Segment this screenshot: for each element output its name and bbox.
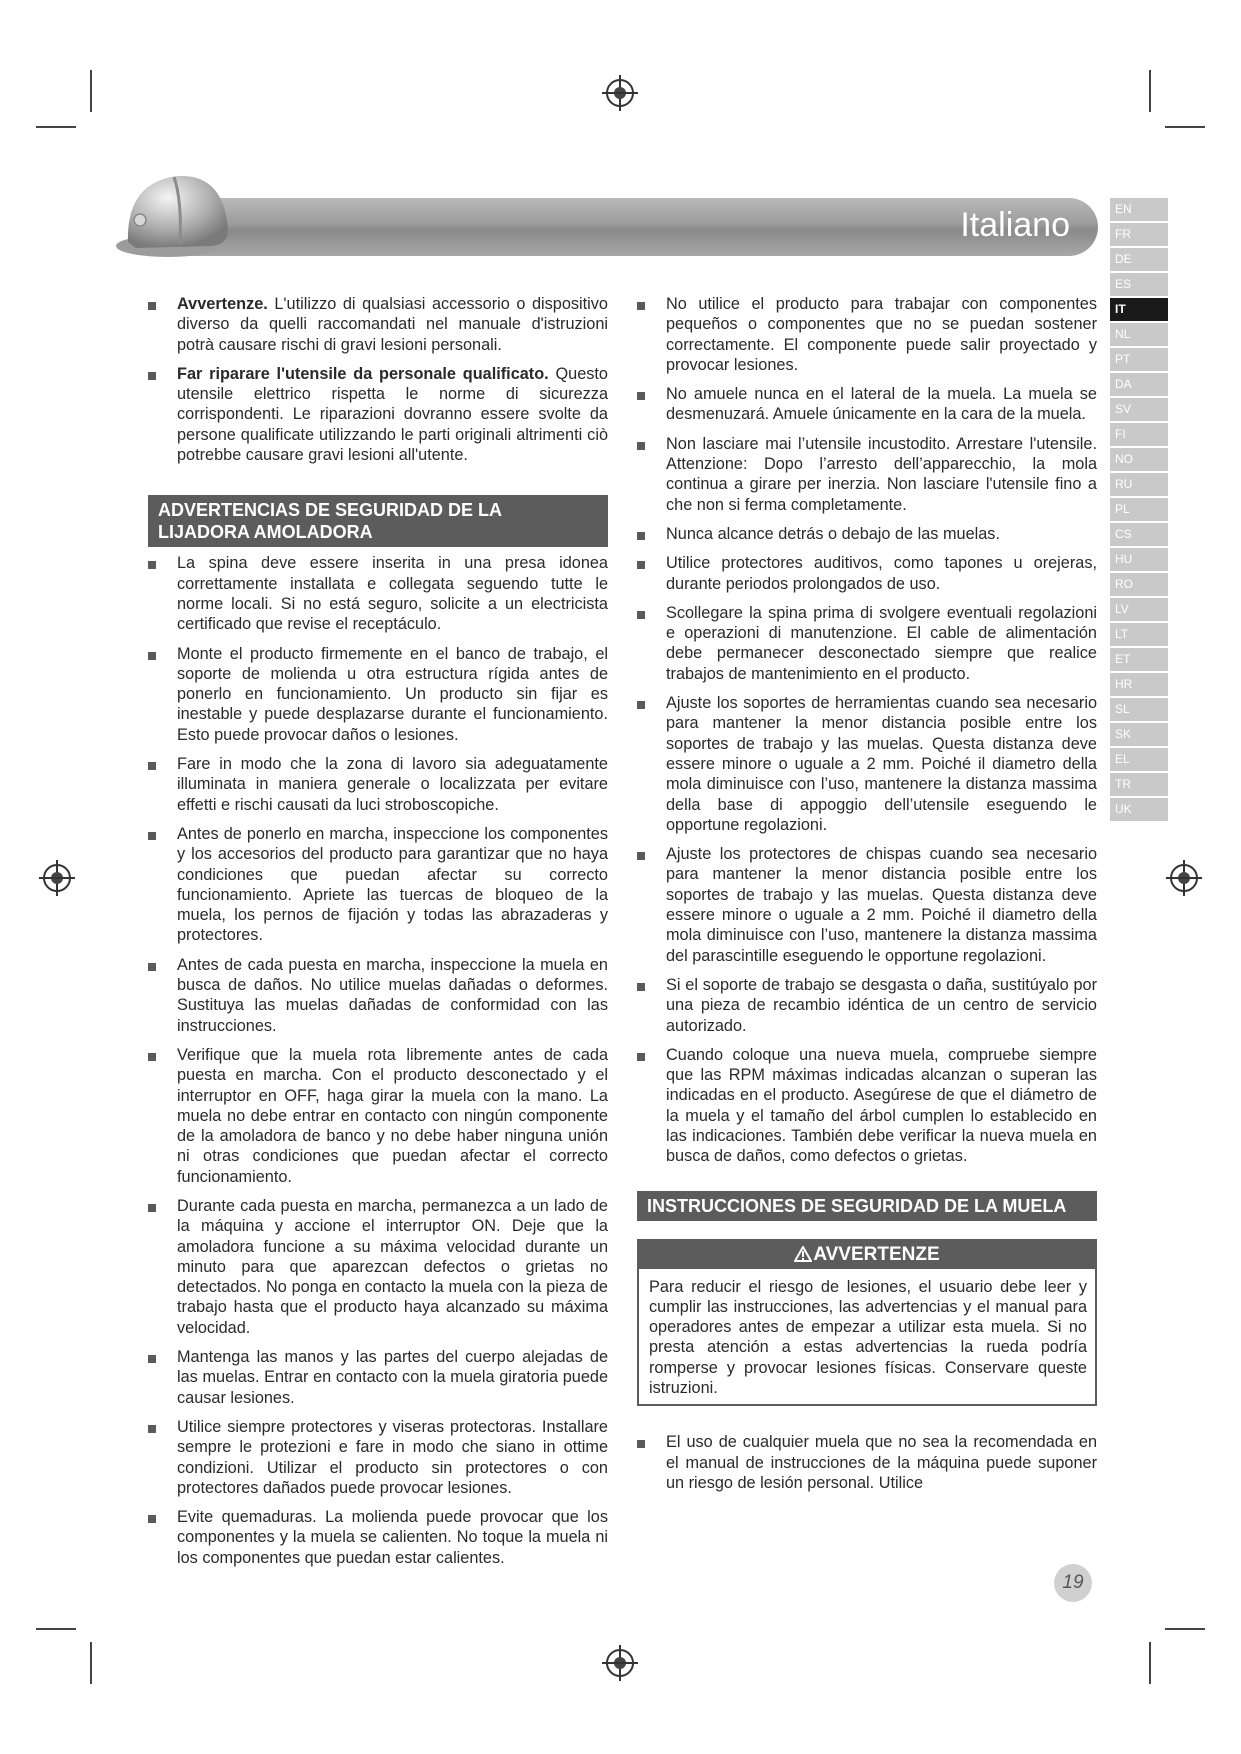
registration-mark-icon — [1170, 864, 1198, 892]
lang-tab-pl[interactable]: PL — [1110, 498, 1168, 521]
lang-tab-hr[interactable]: HR — [1110, 673, 1168, 696]
list-item: Cuando coloque una nueva muela, compruebe siempre que las RPM máximas indicadas alcanzan o superan las indicadas en el producto. Asegúrese de que el diámetro de la muela y el tamaño del árbol cumplen lo establecido en las indicaciones. También debe verificar la nueva muela en busca de daños, como defectos o grietas. — [637, 1045, 1097, 1167]
list-item: Monte el producto firmemente en el banco de trabajo, el soporte de molienda u otra estructura rígida antes de ponerlo en funcionamiento. Un producto sin fijar es inestable y puede desplazarse durante el funcionamiento. Esto puede provocar daños o lesiones. — [148, 644, 608, 745]
list-item: Nunca alcance detrás o debajo de las muelas. — [637, 524, 1097, 544]
warning-text: Para reducir el riesgo de lesiones, el usuario debe leer y cumplir las instrucciones, las advertencias y el manual para operadores antes de empezar a utilizar esta muela. Si no presta atención a estas advertencias la rueda podría romperse y provocar lesiones físicas. Conservare queste istruzioni. — [649, 1277, 1087, 1398]
item-text: Questo utensile elettrico rispetta le norme di sicurezza corrispondenti. Le riparazioni dovranno essere svolte da persone qualificate utilizzando le parti originali altrimenti ciò potrebbe causare gravi lesioni all'utente. — [177, 364, 608, 465]
lang-tab-sl[interactable]: SL — [1110, 698, 1168, 721]
list-item — [148, 364, 608, 465]
helmet-icon — [116, 160, 236, 260]
intro-list — [148, 294, 608, 465]
list-item: No utilice el producto para trabajar con componentes pequeños o componentes que no se puedan sostener correctamente. El componente puede salir proyectado y provocar lesiones. — [637, 294, 1097, 375]
list-item: Ajuste los soportes de herramientas cuando sea necesario para mantener la menor distancia posible entre los soportes de trabajo y las muelas. Questa distanza deve essere minore o uguale a 2 mm. Poiché il diametro della mola diminuisce con l’uso, mantenere la distanza massima della base di appoggio dell’utensile eseguendo le opportune regolazioni. — [637, 693, 1097, 835]
warning-triangle-icon — [794, 1246, 812, 1262]
lang-tab-hu[interactable]: HU — [1110, 548, 1168, 571]
item-bold-lead: Far riparare l'utensile da personale qualificato. — [177, 364, 549, 383]
list-item: Evite quemaduras. La molienda puede provocar que los componentes y la muela se calienten. No toque la muela ni los componentes que puedan estar calientes. — [148, 1507, 608, 1568]
lang-tab-lt[interactable]: LT — [1110, 623, 1168, 646]
lang-tab-sk[interactable]: SK — [1110, 723, 1168, 746]
page-number: 19 — [1054, 1564, 1092, 1602]
list-item: Durante cada puesta en marcha, permanezca a un lado de la máquina y accione el interruptor ON. Deje que la amoladora funcione a su máxima velocidad durante un minuto para que aparezcan defectos o grietas no detectados. No ponga en contacto la muela con la pieza de trabajo hasta que el producto haya alcanzado su máxima velocidad. — [148, 1196, 608, 1338]
list-item: Non lasciare mai l’utensile incustodito. Arrestare l'utensile. Attenzione: Dopo l’arresto dell’apparecchio, la mola continua a girare per inerzia. Non lasciare l'utensile fino a che non si ferma completamente. — [637, 434, 1097, 515]
right-safety-list — [637, 294, 1097, 1167]
list-item: Fare in modo che la zona di lavoro sia adeguatamente illuminata in maniera generale o localizzata per evitare effetti e rischi causati da luci stroboscopiche. — [148, 754, 608, 815]
page-title: Italiano — [960, 206, 1070, 244]
lang-tab-ro[interactable]: RO — [1110, 573, 1168, 596]
lang-tab-lv[interactable]: LV — [1110, 598, 1168, 621]
list-item: Ajuste los protectores de chispas cuando sea necesario para mantener la menor distancia posible entre los soportes de trabajo y las muelas. Questa distanza deve essere minore o uguale a 2 mm. Poiché il diametro della mola diminuisce con l’uso, mantenere la distanza massima del parascintille eseguendo le opportune regolazioni. — [637, 844, 1097, 966]
crop-mark — [1165, 126, 1205, 128]
grinder-safety-list — [148, 553, 608, 1568]
list-item: Scollegare la spina prima di svolgere eventuali regolazioni e operazioni di manutenzione. El cable de alimentación debe permanecer desconectado siempre que realice trabajos de mantenimiento en el producto. — [637, 603, 1097, 684]
list-item: Antes de cada puesta en marcha, inspeccione la muela en busca de daños. No utilice muelas dañadas o deformes. Sustituya las muelas dañadas de conformidad con las instrucciones. — [148, 955, 608, 1036]
header-bar — [148, 198, 1098, 256]
warning-heading — [639, 1241, 1095, 1269]
list-item: Antes de ponerlo en marcha, inspeccione los componentes y los accesorios del producto para garantizar que no haya condiciones que puedan afectar su correcto funcionamiento. Apriete las tuercas de bloqueo de la muela, los pernos de fijación y todas las abrazaderas y protectores. — [148, 824, 608, 946]
lang-tab-uk[interactable]: UK — [1110, 798, 1168, 821]
lang-tab-ru[interactable]: RU — [1110, 473, 1168, 496]
list-item: El uso de cualquier muela que no sea la recomendada en el manual de instrucciones de la máquina puede suponer un riesgo de lesión personal. Utilice — [637, 1432, 1097, 1493]
lang-tab-pt[interactable]: PT — [1110, 348, 1168, 371]
list-item: Utilice siempre protectores y viseras protectoras. Installare sempre le protezioni e fare in modo che siano in ottime condizioni. Utilizar el producto sin protectores o con protectores dañados puede provocar lesiones. — [148, 1417, 608, 1498]
list-item: Verifique que la muela rota libremente antes de cada puesta en marcha. Con el producto desconectado y el interruptor en OFF, haga girar la muela con la mano. La muela no debe entrar en contacto con ningún componente de la amoladora de banco y no debe haber ninguna unión ni otras condiciones que puedan afectar el correcto funcionamiento. — [148, 1045, 608, 1187]
list-item: Utilice protectores auditivos, como tapones u orejeras, durante periodos prolongados de uso. — [637, 553, 1097, 594]
crop-mark — [1149, 70, 1151, 112]
crop-mark — [36, 126, 76, 128]
lang-tab-it[interactable]: IT — [1110, 298, 1168, 321]
registration-mark-icon — [43, 864, 71, 892]
list-item: Mantenga las manos y las partes del cuerpo alejadas de las muelas. Entrar en contacto con la muela giratoria puede causar lesiones. — [148, 1347, 608, 1408]
lang-tab-es[interactable]: ES — [1110, 273, 1168, 296]
registration-mark-icon — [606, 1649, 634, 1677]
lang-tab-tr[interactable]: TR — [1110, 773, 1168, 796]
wheel-safety-list — [637, 1432, 1097, 1493]
lang-tab-et[interactable]: ET — [1110, 648, 1168, 671]
list-item: No amuele nunca en el lateral de la muela. La muela se desmenuzará. Amuele únicamente en la cara de la muela. — [637, 384, 1097, 425]
registration-mark-icon — [606, 79, 634, 107]
lang-tab-sv[interactable]: SV — [1110, 398, 1168, 421]
lang-tab-da[interactable]: DA — [1110, 373, 1168, 396]
warning-title: AVVERTENZE — [813, 1243, 940, 1265]
crop-mark — [1165, 1628, 1205, 1630]
crop-mark — [90, 70, 92, 112]
left-column — [148, 294, 608, 1577]
crop-mark — [36, 1628, 76, 1630]
warning-box — [637, 1239, 1097, 1407]
lang-tab-nl[interactable]: NL — [1110, 323, 1168, 346]
right-column — [637, 294, 1097, 1502]
lang-tab-cs[interactable]: CS — [1110, 523, 1168, 546]
lang-tab-el[interactable]: EL — [1110, 748, 1168, 771]
lang-tab-de[interactable]: DE — [1110, 248, 1168, 271]
crop-mark — [90, 1642, 92, 1684]
section-heading-wheel-safety: INSTRUCCIONES DE SEGURIDAD DE LA MUELA — [637, 1191, 1097, 1221]
lang-tab-no[interactable]: NO — [1110, 448, 1168, 471]
lang-tab-fi[interactable]: FI — [1110, 423, 1168, 446]
lang-tab-fr[interactable]: FR — [1110, 223, 1168, 246]
list-item: La spina deve essere inserita in una presa idonea correttamente installata e collegata seguendo tutte le norme locali. Si no está seguro, solicite a un electricista certificado que revise el receptáculo. — [148, 553, 608, 634]
crop-mark — [1149, 1642, 1151, 1684]
language-rail — [1110, 198, 1168, 823]
list-item: Si el soporte de trabajo se desgasta o daña, sustitúyalo por una pieza de recambio idéntica de un centro de servicio autorizado. — [637, 975, 1097, 1036]
item-bold-lead: Avvertenze. — [177, 295, 268, 313]
section-heading-grinder-safety: ADVERTENCIAS DE SEGURIDAD DE LA LIJADORA AMOLADORA — [148, 495, 608, 547]
list-item — [148, 294, 608, 355]
lang-tab-en[interactable]: EN — [1110, 198, 1168, 221]
item-text: L'utilizzo di qualsiasi accessorio o dispositivo diverso da quelli raccomandati nel manuale d'istruzioni potrà causare rischi di gravi lesioni personali. — [177, 295, 608, 354]
